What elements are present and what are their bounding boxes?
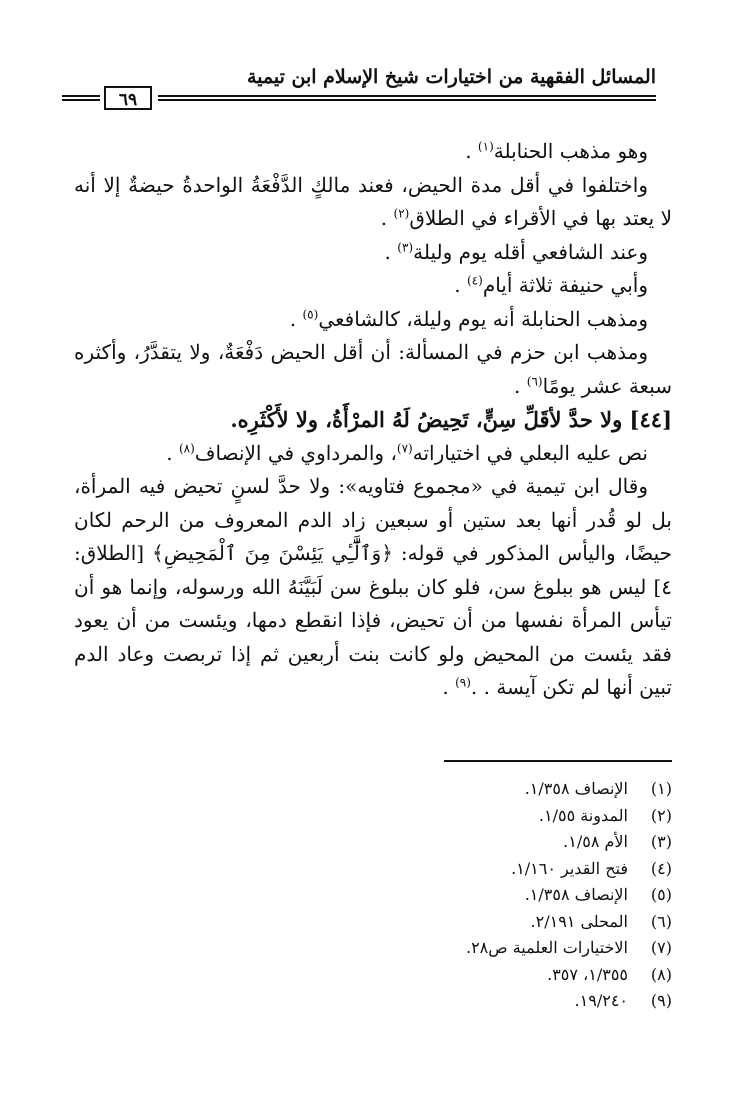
running-title: المسائل الفقهية من اختيارات شيخ الإسلام ابن تيمية xyxy=(246,66,656,88)
footnote-ref-2[interactable]: (٢) xyxy=(393,206,410,221)
footnote-separator xyxy=(444,760,672,762)
footnote-ref-9[interactable]: (٩) xyxy=(455,675,471,690)
page-header xyxy=(62,60,656,110)
footnote-9: (٩)١٩/٢٤٠. xyxy=(574,991,672,1010)
paragraph-8: وقال ابن تيمية في «مجموع فتاويه»: ولا حدَّ لسنٍ تحيض فيه المرأة، بل لو قُدر أنها بعد ستين أو سبعين زاد الدم المعروف من الرحم لكان حيضًا، واليأس المذكور في قوله: ﴿وَٱلَّٰٓـِٔي يَئِسْنَ مِنَ ٱلْمَحِيضِ﴾ [الطلاق: ٤] ليس هو ببلوغ سن، فلو كان ببلوغ سن لَبَيَّنَهُ الله ورسوله، وإنما هو أن تيأس المرأة نفسها من أن تحيض، فإذا انقطع دمها، ويئست من أن يعود فقد يئست من المحيض ولو كانت بنت أربعين ثم إذا تربصت وعاد الدم تبين أنها لم تكن آيسة . .$^{(٩)}$ . xyxy=(74,474,672,699)
footnote-ref-3[interactable]: (٣) xyxy=(397,239,414,254)
header-rule-short xyxy=(62,95,100,101)
footnote-8: (٨)١/٣٥٥، ٣٥٧. xyxy=(547,964,672,984)
footnote-1: (١)الإنصاف ١/٣٥٨. xyxy=(524,779,672,798)
footnote-ref-1[interactable]: (١) xyxy=(477,139,494,154)
paragraph-6: ومذهب ابن حزم في المسألة: أن أقل الحيض دَفْعَةٌ، ولا يتقدَّرُ، وأكثره سبعة عشر يومًا$^{(٦)}$ . xyxy=(74,340,672,398)
paragraph-2: واختلفوا في أقل مدة الحيض، فعند مالكٍ الدَّفْعَةُ الواحدةُ حيضةٌ إلا أنه لا يعتد بها في الأقراء في الطلاق$^{(٢)}$ . xyxy=(74,172,672,230)
page-number: ٦٩ xyxy=(104,86,152,110)
footnote-4: (٤)فتح القدير ١/١٦٠. xyxy=(511,858,672,878)
footnote-7: (٧)الاختيارات العلمية ص٢٨. xyxy=(465,938,672,957)
footnote-6: (٦)المحلى ٢/١٩١. xyxy=(530,911,672,931)
footnote-5: (٥)الإنصاف ١/٣٥٨. xyxy=(524,885,672,904)
footnotes xyxy=(252,776,672,1015)
footnote-ref-5[interactable]: (٥) xyxy=(302,306,319,321)
footnote-ref-4[interactable]: (٤) xyxy=(466,273,483,288)
issue-heading-44: [٤٤] ولا حدَّ لأقَلِّ سِنٍّ، تَحِيضُ لَهُ المرْأَةُ، ولا لأَكْثَرِه. xyxy=(230,407,672,432)
footnote-ref-8[interactable]: (٨) xyxy=(178,440,195,455)
paragraph-3: وعند الشافعي أقله يوم وليلة$^{(٣)}$ . xyxy=(384,239,648,264)
footnote-ref-7[interactable]: (٧) xyxy=(396,440,413,455)
footnote-ref-6[interactable]: (٦) xyxy=(526,373,543,388)
main-text xyxy=(74,135,672,705)
paragraph-5: ومذهب الحنابلة أنه يوم وليلة، كالشافعي$^{(٥)}$ . xyxy=(289,306,648,331)
paragraph-1: وهو مذهب الحنابلة$^{(١)}$ . xyxy=(465,139,648,163)
paragraph-7: نص عليه البعلي في اختياراته$^{(٧)}$، والمرداوي في الإنصاف$^{(٨)}$ . xyxy=(166,440,648,465)
paragraph-4: وأبي حنيفة ثلاثة أيام$^{(٤)}$ . xyxy=(454,273,648,297)
header-rule-long xyxy=(158,95,656,101)
footnote-2: (٢)المدونة ١/٥٥. xyxy=(538,805,672,825)
footnote-3: (٣)الأم ١/٥٨. xyxy=(563,832,672,851)
